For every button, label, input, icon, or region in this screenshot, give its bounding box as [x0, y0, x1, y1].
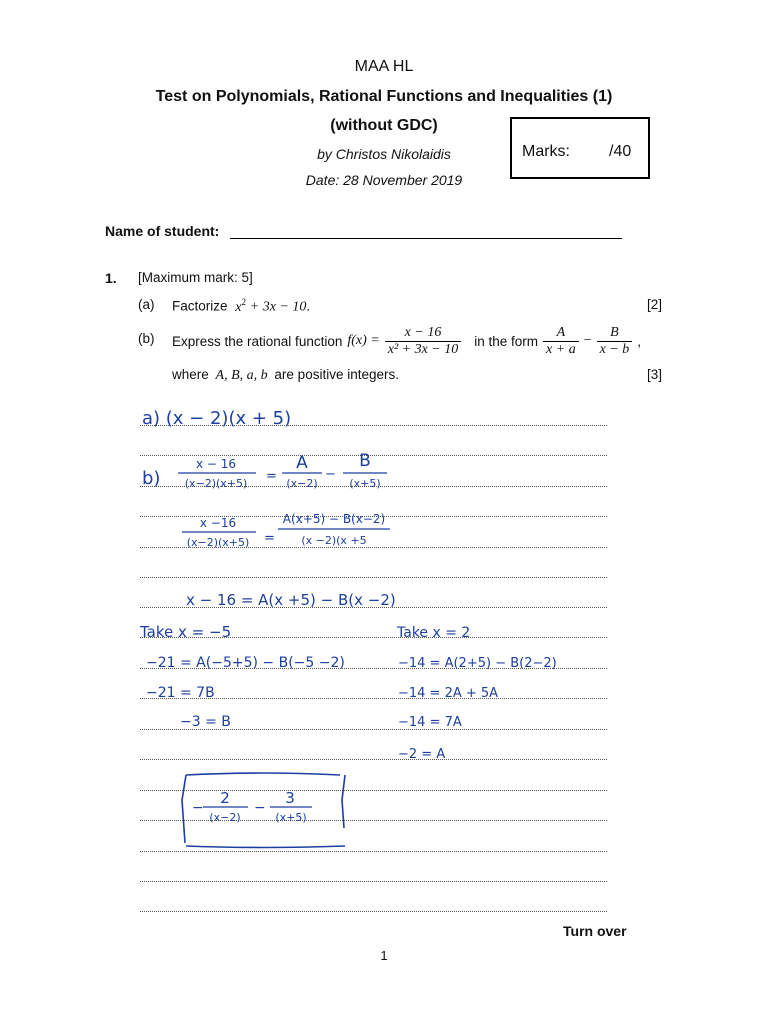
part-b-fraction-numerator: x − 16 — [385, 325, 462, 342]
hw-right-line-3: −14 = 7A — [398, 715, 462, 730]
hw-answer-minus: − — [254, 800, 266, 816]
question-max-mark: [Maximum mark: 5] — [138, 270, 253, 285]
hw-answer-box-left — [182, 775, 186, 843]
hw-right-line-4: −2 = A — [398, 747, 446, 762]
part-a-instruction: Factorize — [172, 298, 228, 314]
hw-b-B: B — [359, 451, 371, 471]
hw-answer-box-right — [342, 775, 345, 828]
turn-over-label: Turn over — [563, 923, 627, 939]
hw-left-line-1: −21 = A(−5+5) − B(−5 −2) — [146, 655, 345, 671]
part-b-fraction-denominator: x² + 3x − 10 — [387, 341, 459, 357]
part-b-positive: are positive integers. — [274, 367, 399, 382]
hw-answer-box-top — [186, 773, 340, 775]
hw-take-left: Take x = −5 — [140, 623, 232, 641]
hw-c-numerator: x −16 — [199, 516, 237, 530]
hw-b-B-den: (x+5) — [349, 477, 381, 490]
hw-c-denominator: (x−2)(x+5) — [186, 536, 250, 549]
hw-answer-den-1: (x−2) — [209, 811, 241, 824]
test-subtitle: (without GDC) — [330, 117, 438, 134]
part-b-label: (b) — [138, 331, 155, 346]
hw-answer-box-bottom — [186, 846, 345, 848]
part-a-expr-exp: 2 — [241, 297, 247, 307]
hw-answer-num-2: 3 — [285, 789, 295, 807]
hw-answer-negative: − — [192, 800, 204, 816]
part-a-expr-tail: + 3x − 10 — [249, 299, 307, 315]
hw-left-line-2: −21 = 7B — [146, 685, 215, 701]
part-b-form-b-denominator: x − b — [599, 341, 630, 357]
hw-b-A-den: (x−2) — [286, 477, 318, 490]
hw-right-line-1: −14 = A(2+5) − B(2−2) — [398, 656, 557, 671]
test-title: Test on Polynomials, Rational Functions and Inequalities (1) — [155, 88, 613, 105]
hw-answer-den-2: (x+5) — [275, 811, 307, 824]
part-b-marks: [3] — [647, 367, 663, 382]
part-b-where: where — [172, 367, 209, 382]
hw-b-denominator: (x−2)(x+5) — [184, 477, 248, 490]
marks-total: /40 — [609, 143, 632, 160]
hw-part-b-label: b) — [142, 468, 161, 489]
marks-label: Marks: — [522, 143, 570, 160]
hw-left-line-3: −3 = B — [180, 714, 231, 730]
part-a-marks: [2] — [647, 297, 663, 312]
question-number: 1. — [105, 270, 117, 286]
hw-b-minus: − — [325, 467, 336, 482]
part-b-instruction: Express the rational function — [172, 333, 343, 349]
hw-part-a-answer: a) (x − 2)(x + 5) — [142, 408, 292, 429]
hw-take-right: Take x = 2 — [397, 625, 471, 641]
page-number: 1 — [380, 948, 388, 963]
part-a-label: (a) — [138, 297, 155, 312]
hw-b-numerator: x − 16 — [195, 457, 237, 471]
course-code: MAA HL — [354, 58, 414, 75]
part-b-in-the-form: in the form — [474, 333, 539, 349]
part-b-form-a-denominator: x + a — [546, 341, 576, 357]
part-b-form-a-numerator: A — [543, 325, 579, 342]
hw-identity: x − 16 = A(x +5) − B(x −2) — [186, 591, 396, 609]
date-line: Date: 28 November 2019 — [305, 172, 463, 188]
hw-right-line-2: −14 = 2A + 5A — [398, 686, 499, 701]
hw-c-right-denominator: (x −2)(x +5 — [301, 534, 367, 547]
part-a-expr-base: x — [235, 299, 242, 315]
part-b-form-minus: − — [583, 333, 592, 348]
part-b-comma: , — [637, 333, 642, 349]
part-b-vars: A, B, a, b — [215, 368, 268, 383]
hw-b-equals: = — [266, 469, 277, 484]
hw-b-A: A — [296, 453, 308, 473]
hw-c-equals: = — [264, 531, 275, 546]
author-line: by Christos Nikolaidis — [317, 146, 451, 162]
part-b-form-b-numerator: B — [597, 325, 633, 342]
hw-c-right-numerator: A(x+5) − B(x−2) — [282, 512, 386, 526]
part-b-function: f(x) = — [347, 333, 380, 348]
hw-answer-num-1: 2 — [220, 789, 230, 807]
student-name-label: Name of student: — [105, 223, 220, 239]
part-a-period: . — [306, 298, 311, 314]
